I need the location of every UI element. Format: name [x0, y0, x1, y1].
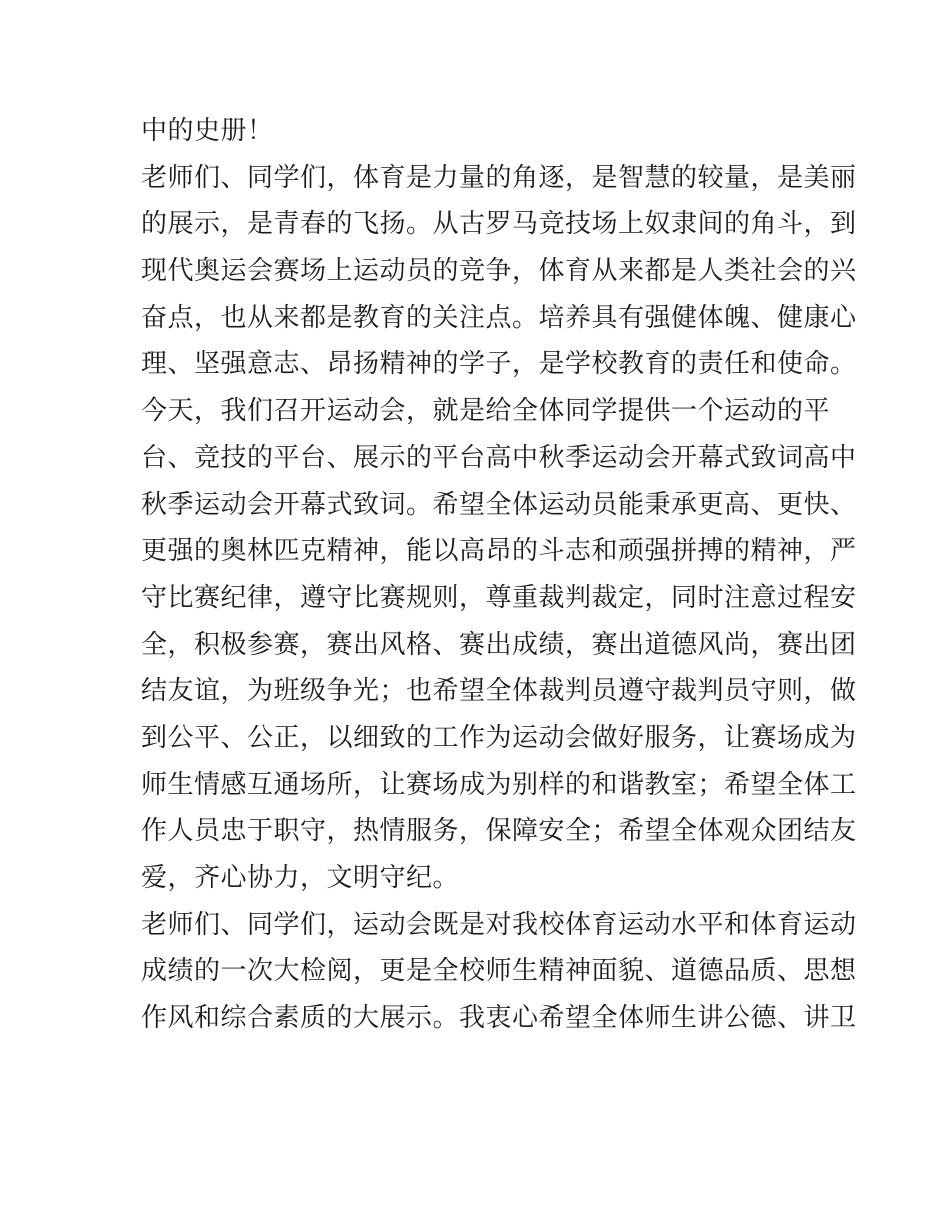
text-line: 爱，齐心协力，文明守纪。 — [141, 863, 460, 893]
text-line: 现代奥运会赛场上运动员的竞争，体育从来都是人类社会的兴 — [141, 256, 857, 287]
text-line: 中的史册！ — [141, 116, 274, 146]
text-line: 台、竞技的平台、展示的平台高中秋季运动会开幕式致词高中 — [141, 442, 857, 473]
text-line: 老师们、同学们，体育是力量的角逐，是智慧的较量，是美丽 — [141, 162, 857, 193]
text-line: 全，积极参赛，赛出风格、赛出成绩，赛出道德风尚，赛出团 — [141, 629, 857, 660]
text-line: 今天，我们召开运动会，就是给全体同学提供一个运动的平 — [141, 396, 831, 427]
text-line: 成绩的一次大检阅，更是全校师生精神面貌、道德品质、思想 — [141, 956, 857, 987]
text-line: 守比赛纪律，遵守比赛规则，尊重裁判裁定，同时注意过程安 — [141, 582, 857, 613]
document-body — [141, 108, 857, 1042]
text-line: 作人员忠于职守，热情服务，保障安全；希望全体观众团结友 — [141, 816, 857, 847]
text-line: 作风和综合素质的大展示。我衷心希望全体师生讲公德、讲卫 — [141, 1003, 857, 1034]
text-line: 老师们、同学们，运动会既是对我校体育运动水平和体育运动 — [141, 909, 857, 940]
text-line: 师生情感互通场所，让赛场成为别样的和谐教室；希望全体工 — [141, 769, 857, 800]
text-line: 更强的奥林匹克精神，能以高昂的斗志和顽强拼搏的精神，严 — [141, 536, 857, 567]
text-line: 奋点，也从来都是教育的关注点。培养具有强健体魄、健康心 — [141, 302, 857, 333]
text-line: 到公平、公正，以细致的工作为运动会做好服务，让赛场成为 — [141, 722, 857, 753]
text-line: 秋季运动会开幕式致词。希望全体运动员能秉承更高、更快、 — [141, 489, 857, 520]
text-line: 结友谊，为班级争光；也希望全体裁判员遵守裁判员守则，做 — [141, 676, 857, 707]
text-line: 理、坚强意志、昂扬精神的学子，是学校教育的责任和使命。 — [141, 349, 857, 380]
text-line: 的展示，是青春的飞扬。从古罗马竞技场上奴隶间的角斗，到 — [141, 209, 857, 240]
